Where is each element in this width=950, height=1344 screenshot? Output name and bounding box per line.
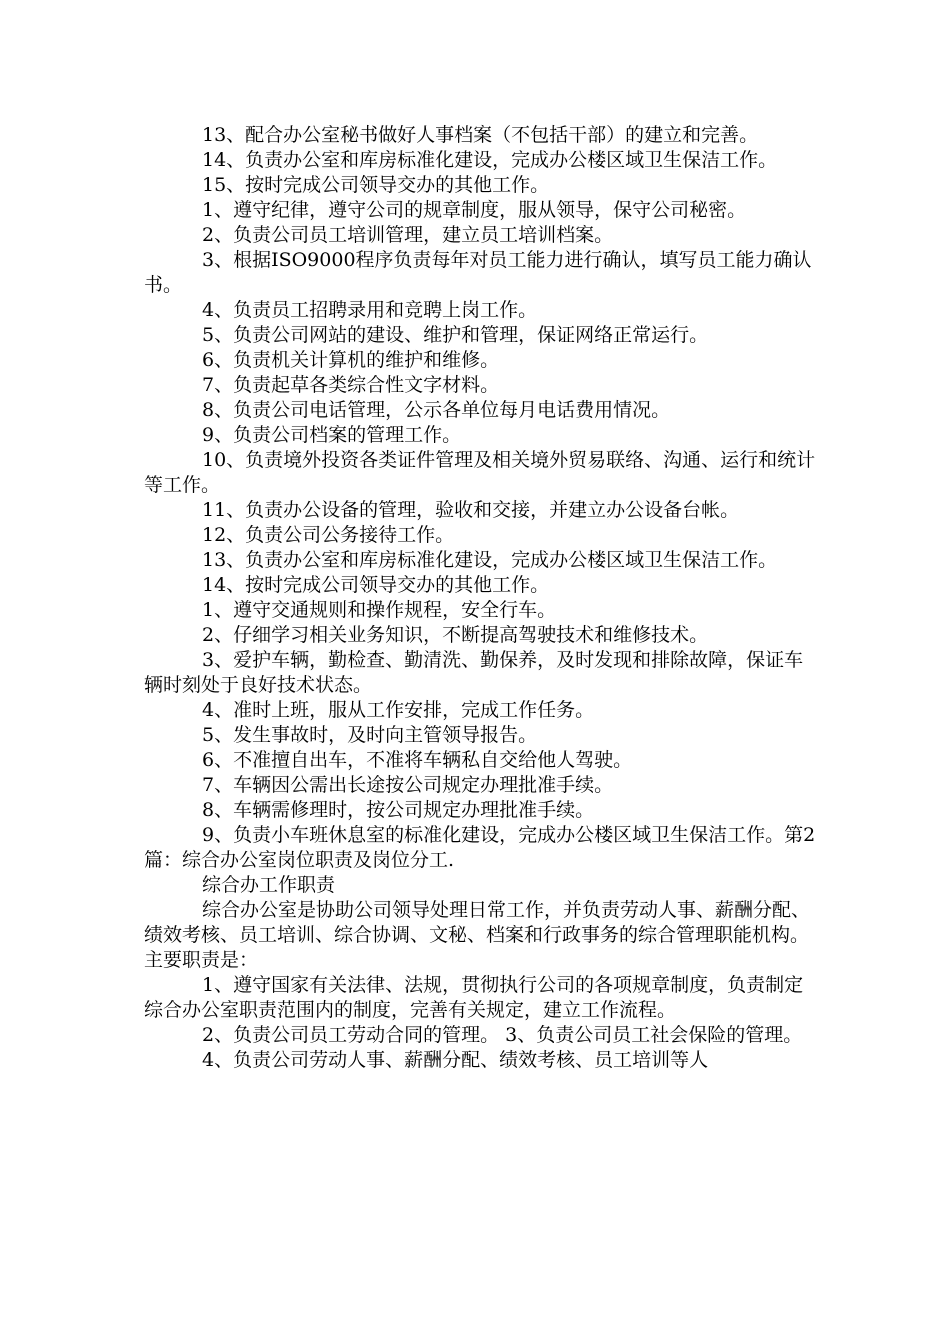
paragraph: 15、按时完成公司领导交办的其他工作。 bbox=[202, 174, 550, 196]
paragraph: 7、车辆因公需出长途按公司规定办理批准手续。 bbox=[202, 774, 614, 796]
paragraph: 1、遵守交通规则和操作规程，安全行车。 bbox=[202, 599, 557, 621]
paragraph: 综合办公室是协助公司领导处理日常工作，并负责劳动人事、薪酬分配、绩效考核、员工培训、综合协调、文秘、档案和行政事务的综合管理职能机构。主要职责是： bbox=[144, 899, 811, 971]
paragraph: 6、负责机关计算机的维护和维修。 bbox=[202, 349, 500, 371]
section-heading: 综合办工作职责 bbox=[202, 874, 336, 896]
paragraph: 4、准时上班，服从工作安排，完成工作任务。 bbox=[202, 699, 595, 721]
paragraph: 4、负责员工招聘录用和竞聘上岗工作。 bbox=[202, 299, 538, 321]
paragraph: 3、根据ISO9000程序负责每年对员工能力进行确认，填写员工能力确认书。 bbox=[144, 249, 812, 296]
paragraph: 2、负责公司员工培训管理，建立员工培训档案。 bbox=[202, 224, 614, 246]
paragraph: 2、仔细学习相关业务知识，不断提高驾驶技术和维修技术。 bbox=[202, 624, 709, 646]
document-page bbox=[144, 123, 816, 1073]
paragraph: 6、不准擅自出车，不准将车辆私自交给他人驾驶。 bbox=[202, 749, 633, 771]
paragraph: 5、发生事故时，及时向主管领导报告。 bbox=[202, 724, 538, 746]
paragraph: 10、负责境外投资各类证件管理及相关境外贸易联络、沟通、运行和统计等工作。 bbox=[144, 449, 816, 496]
paragraph: 1、遵守国家有关法律、法规，贯彻执行公司的各项规章制度，负责制定综合办公室职责范围内的制度，完善有关规定，建立工作流程。 bbox=[144, 974, 804, 1021]
paragraph: 14、按时完成公司领导交办的其他工作。 bbox=[202, 574, 550, 596]
paragraph: 14、负责办公室和库房标准化建设，完成办公楼区域卫生保洁工作。 bbox=[202, 149, 778, 171]
paragraph: 3、爱护车辆，勤检查、勤清洗、勤保养，及时发现和排除故障，保证车辆时刻处于良好技术状态。 bbox=[144, 649, 804, 696]
paragraph: 8、负责公司电话管理，公示各单位每月电话费用情况。 bbox=[202, 399, 671, 421]
paragraph: 5、负责公司网站的建设、维护和管理，保证网络正常运行。 bbox=[202, 324, 709, 346]
paragraph: 11、负责办公设备的管理，验收和交接，并建立办公设备台帐。 bbox=[202, 499, 740, 521]
paragraph: 7、负责起草各类综合性文字材料。 bbox=[202, 374, 500, 396]
paragraph: 9、负责小车班休息室的标准化建设，完成办公楼区域卫生保洁工作。第2篇：综合办公室岗位职责及岗位分工. bbox=[144, 824, 816, 871]
paragraph: 12、负责公司公务接待工作。 bbox=[202, 524, 455, 546]
paragraph: 9、负责公司档案的管理工作。 bbox=[202, 424, 462, 446]
paragraph: 13、负责办公室和库房标准化建设，完成办公楼区域卫生保洁工作。 bbox=[202, 549, 778, 571]
paragraph: 4、负责公司劳动人事、薪酬分配、绩效考核、员工培训等人 bbox=[202, 1049, 709, 1071]
paragraph: 8、车辆需修理时，按公司规定办理批准手续。 bbox=[202, 799, 595, 821]
paragraph: 2、负责公司员工劳动合同的管理。 3、负责公司员工社会保险的管理。 bbox=[202, 1024, 803, 1046]
paragraph: 1、遵守纪律，遵守公司的规章制度，服从领导，保守公司秘密。 bbox=[202, 199, 747, 221]
paragraph: 13、配合办公室秘书做好人事档案（不包括干部）的建立和完善。 bbox=[202, 124, 759, 146]
